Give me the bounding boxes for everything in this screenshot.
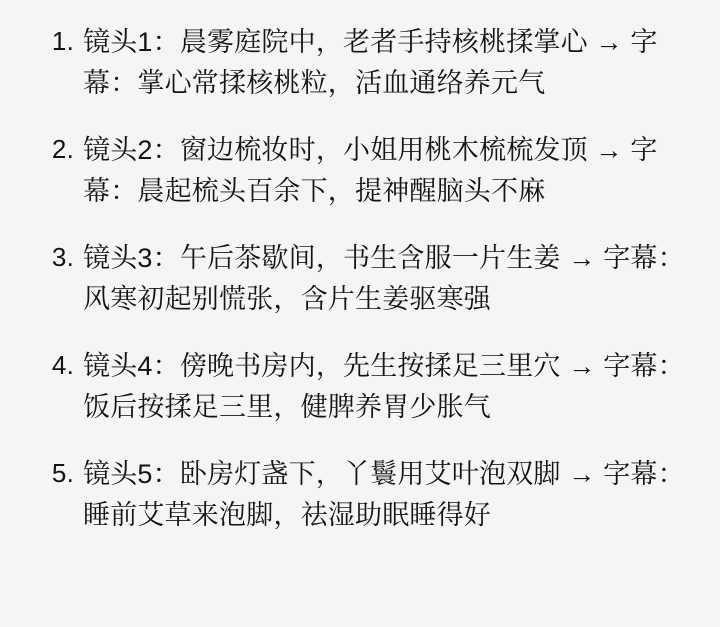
list-item-text: 镜头2：窗边梳妆时，小姐用桃木梳梳发顶 → 字幕：晨起梳头百余下，提神醒脑头不麻	[83, 135, 658, 207]
list-item	[30, 22, 692, 104]
list-item-number: 5.	[51, 458, 74, 489]
list-item-number: 2.	[51, 134, 74, 165]
list-item	[30, 346, 692, 428]
list-item-number: 4.	[51, 350, 74, 381]
list-item	[30, 130, 692, 212]
list-item-text: 镜头5：卧房灯盏下，丫鬟用艾叶泡双脚 → 字幕：睡前艾草来泡脚，祛湿助眠睡得好	[83, 459, 685, 531]
list-item-number: 1.	[51, 26, 74, 56]
list-item-text: 镜头1：晨雾庭院中，老者手持核桃揉掌心 → 字幕：掌心常揉核桃粒，活血通络养元气	[83, 27, 658, 99]
list-item-text: 镜头3：午后茶歇间，书生含服一片生姜 → 字幕：风寒初起别慌张，含片生姜驱寒强	[83, 243, 685, 315]
list-item	[30, 238, 692, 320]
list-item-text: 镜头4：傍晚书房内，先生按揉足三里穴 → 字幕：饭后按揉足三里，健脾养胃少胀气	[83, 351, 685, 423]
scene-list	[30, 22, 692, 536]
list-item-number: 3.	[51, 242, 74, 273]
list-item	[30, 454, 692, 536]
